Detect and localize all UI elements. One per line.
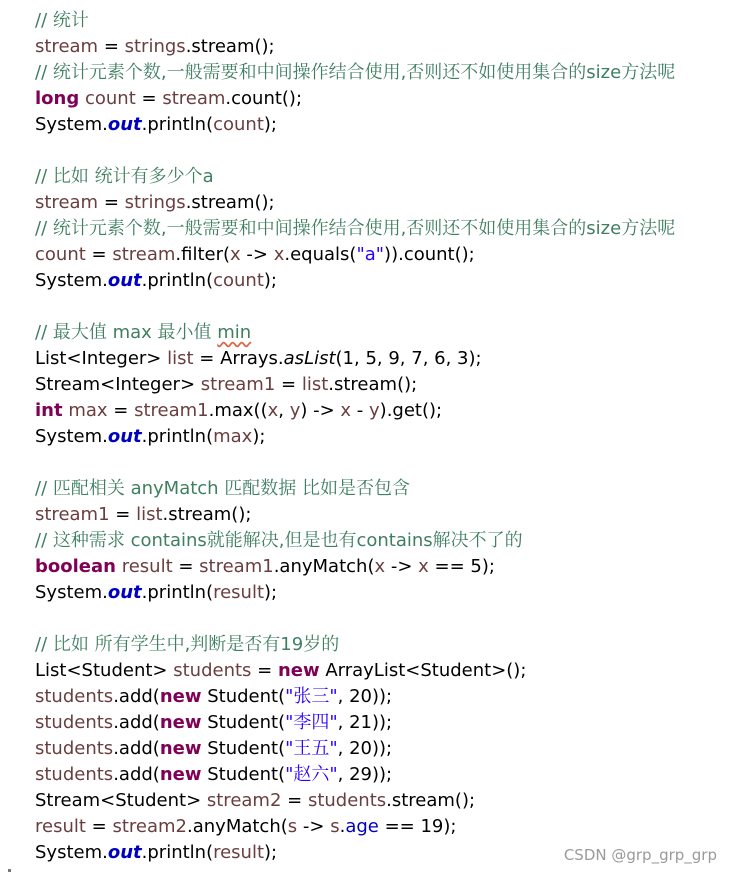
code-token: .println(: [141, 114, 214, 135]
code-token: new: [159, 686, 202, 707]
code-line: [35, 86, 723, 112]
code-token: List<Integer>: [35, 348, 168, 369]
code-token: // 统计元素个数,一般需要和中间操作结合使用,否则还不如使用集合的size方法呢: [35, 62, 676, 83]
code-token: =: [275, 374, 302, 395]
code-line: [35, 814, 723, 840]
code-token: .println(: [141, 270, 214, 291]
code-token: out: [107, 582, 142, 603]
code-token: "张三": [285, 686, 338, 707]
code-token: out: [107, 114, 142, 135]
code-token: ArrayList<Student>();: [319, 660, 527, 681]
code-token: students: [173, 660, 252, 681]
code-token: count: [213, 114, 264, 135]
code-token: , 21));: [337, 712, 393, 733]
code-line: [35, 762, 723, 788]
code-token: =: [135, 88, 163, 109]
code-token: Stream<Student>: [35, 790, 207, 811]
code-token: =: [109, 504, 137, 525]
code-line: [35, 502, 723, 528]
code-token: .println(: [141, 582, 214, 603]
code-token: stream2: [112, 816, 187, 837]
code-token: x: [418, 556, 429, 577]
code-token: .stream();: [185, 36, 275, 57]
code-token: count: [84, 88, 136, 109]
code-token: .add(: [113, 712, 160, 733]
code-token: age: [345, 816, 379, 837]
code-token: =: [98, 36, 125, 57]
code-line: [35, 372, 723, 398]
code-line: [35, 398, 723, 424]
code-line: [35, 164, 723, 190]
code-token: ,: [278, 400, 290, 421]
code-token: Stream<Integer>: [35, 374, 201, 395]
code-token: // 统计元素个数,一般需要和中间操作结合使用,否则还不如使用集合的size方法呢: [35, 218, 676, 239]
code-token: = Arrays.: [193, 348, 284, 369]
code-line: [35, 788, 723, 814]
code-token: s: [287, 816, 298, 837]
code-token: .anyMatch(: [273, 556, 375, 577]
code-token: , 29));: [337, 764, 393, 785]
code-token: Student(: [201, 712, 286, 733]
code-token: =: [172, 556, 200, 577]
code-token: new: [277, 660, 320, 681]
code-line: [35, 424, 723, 450]
code-token: System.: [35, 114, 108, 135]
code-token: stream: [35, 192, 99, 213]
code-token: y: [369, 400, 380, 421]
code-token: System.: [35, 426, 108, 447]
code-token: =: [85, 244, 113, 265]
code-token: "王五": [285, 738, 338, 759]
code-token: .println(: [141, 426, 214, 447]
code-token: .count();: [225, 88, 303, 109]
code-token: System.: [35, 842, 108, 863]
code-line: [35, 34, 723, 60]
code-token: "赵六": [285, 764, 338, 785]
code-token: .stream();: [328, 374, 418, 395]
code-token: students: [35, 712, 114, 733]
code-token: result: [35, 816, 86, 837]
code-token: == 5);: [428, 556, 495, 577]
code-token: )).count();: [384, 244, 475, 265]
code-token: , 20));: [337, 686, 393, 707]
code-token: students: [35, 738, 114, 759]
code-line: [35, 632, 723, 658]
code-token: ).get();: [379, 400, 443, 421]
code-token: .stream();: [162, 504, 252, 525]
code-token: x: [273, 244, 285, 265]
code-line: [35, 294, 723, 320]
code-token: students: [35, 686, 114, 707]
code-line: [35, 658, 723, 684]
code-token: .add(: [113, 738, 160, 759]
code-line: [35, 476, 723, 502]
code-token: );: [263, 270, 277, 291]
code-token: stream1: [200, 374, 276, 395]
code-token: stream: [112, 244, 176, 265]
code-token: result: [213, 842, 265, 863]
code-token: stream: [35, 36, 99, 57]
code-line: [35, 242, 723, 268]
code-token: ) ->: [300, 400, 341, 421]
code-token: out: [107, 426, 142, 447]
code-token: "李四": [285, 712, 338, 733]
code-token: x: [230, 244, 241, 265]
code-line: [35, 138, 723, 164]
code-line: [35, 320, 723, 346]
code-token: =: [281, 790, 308, 811]
code-token: x: [374, 556, 386, 577]
code-token: );: [263, 114, 277, 135]
code-token: "a": [356, 244, 385, 265]
corner-mark: [8, 869, 11, 872]
code-token: students: [35, 764, 114, 785]
code-line: [35, 580, 723, 606]
code-token: Student(: [201, 686, 286, 707]
code-token: );: [264, 582, 278, 603]
code-token: new: [159, 764, 202, 785]
code-token: ->: [240, 244, 274, 265]
code-line: [35, 710, 723, 736]
code-token: int: [35, 400, 63, 421]
code-token: .filter(: [175, 244, 231, 265]
code-token: .max((: [208, 400, 268, 421]
code-token: );: [252, 426, 266, 447]
code-token: list: [301, 374, 329, 395]
code-token: == 19);: [378, 816, 457, 837]
code-token: result: [121, 556, 173, 577]
code-token: -: [351, 400, 370, 421]
code-token: // 最大值 max 最小值: [35, 322, 218, 343]
code-token: );: [264, 842, 278, 863]
code-token: strings: [124, 36, 186, 57]
code-token: Student(: [201, 764, 286, 785]
code-token: long: [35, 88, 80, 109]
code-line: [35, 528, 723, 554]
code-token: List<Student>: [35, 660, 174, 681]
code-token: x: [340, 400, 352, 421]
code-token: x: [267, 400, 279, 421]
code-line: [35, 606, 723, 632]
code-line: [35, 216, 723, 242]
code-token: =: [107, 400, 135, 421]
code-token: stream1: [199, 556, 274, 577]
code-token: min: [217, 322, 252, 343]
code-token: // 这种需求 contains就能解决,但是也有contains解决不了的: [35, 530, 523, 551]
code-token: max: [213, 426, 253, 447]
code-token: // 匹配相关 anyMatch 匹配数据 比如是否包含: [35, 478, 411, 499]
code-token: ->: [297, 816, 331, 837]
code-token: Student(: [201, 738, 286, 759]
code-token: ->: [385, 556, 419, 577]
code-token: stream1: [134, 400, 209, 421]
code-token: strings: [124, 192, 186, 213]
code-token: =: [98, 192, 125, 213]
code-token: boolean: [35, 556, 116, 577]
code-line: [35, 684, 723, 710]
code-line: [35, 8, 723, 34]
code-block: [35, 8, 723, 866]
code-token: System.: [35, 270, 108, 291]
code-line: [35, 112, 723, 138]
code-token: .println(: [141, 842, 214, 863]
code-token: new: [159, 712, 202, 733]
watermark: CSDN @grp_grp_grp: [563, 846, 717, 864]
code-token: =: [251, 660, 278, 681]
code-token: result: [213, 582, 265, 603]
code-token: .stream();: [185, 192, 275, 213]
code-token: students: [307, 790, 387, 811]
code-token: .anyMatch(: [187, 816, 288, 837]
code-token: stream2: [206, 790, 282, 811]
code-token: , 20));: [337, 738, 393, 759]
code-token: // 统计: [35, 10, 89, 31]
code-token: count: [35, 244, 86, 265]
code-token: System.: [35, 582, 108, 603]
code-line: [35, 268, 723, 294]
code-token: =: [85, 816, 113, 837]
code-token: .add(: [113, 686, 160, 707]
code-token: .equals(: [284, 244, 357, 265]
code-line: [35, 450, 723, 476]
code-token: out: [107, 270, 142, 291]
code-line: [35, 554, 723, 580]
code-token: .add(: [113, 764, 160, 785]
code-token: stream: [162, 88, 226, 109]
code-token: // 比如 所有学生中,判断是否有19岁的: [35, 634, 340, 655]
code-token: // 比如 统计有多少个a: [35, 166, 214, 187]
code-line: [35, 190, 723, 216]
code-token: list: [167, 348, 194, 369]
code-token: out: [107, 842, 142, 863]
code-token: new: [159, 738, 202, 759]
code-line: [35, 60, 723, 86]
code-token: list: [136, 504, 163, 525]
code-token: asList: [283, 348, 336, 369]
code-token: .: [339, 816, 346, 837]
code-token: max: [68, 400, 108, 421]
code-token: .stream();: [386, 790, 476, 811]
code-token: count: [213, 270, 264, 291]
code-line: [35, 736, 723, 762]
code-token: stream1: [35, 504, 110, 525]
code-line: [35, 346, 723, 372]
code-token: y: [289, 400, 301, 421]
code-token: (1, 5, 9, 7, 6, 3);: [335, 348, 482, 369]
code-token: s: [330, 816, 340, 837]
